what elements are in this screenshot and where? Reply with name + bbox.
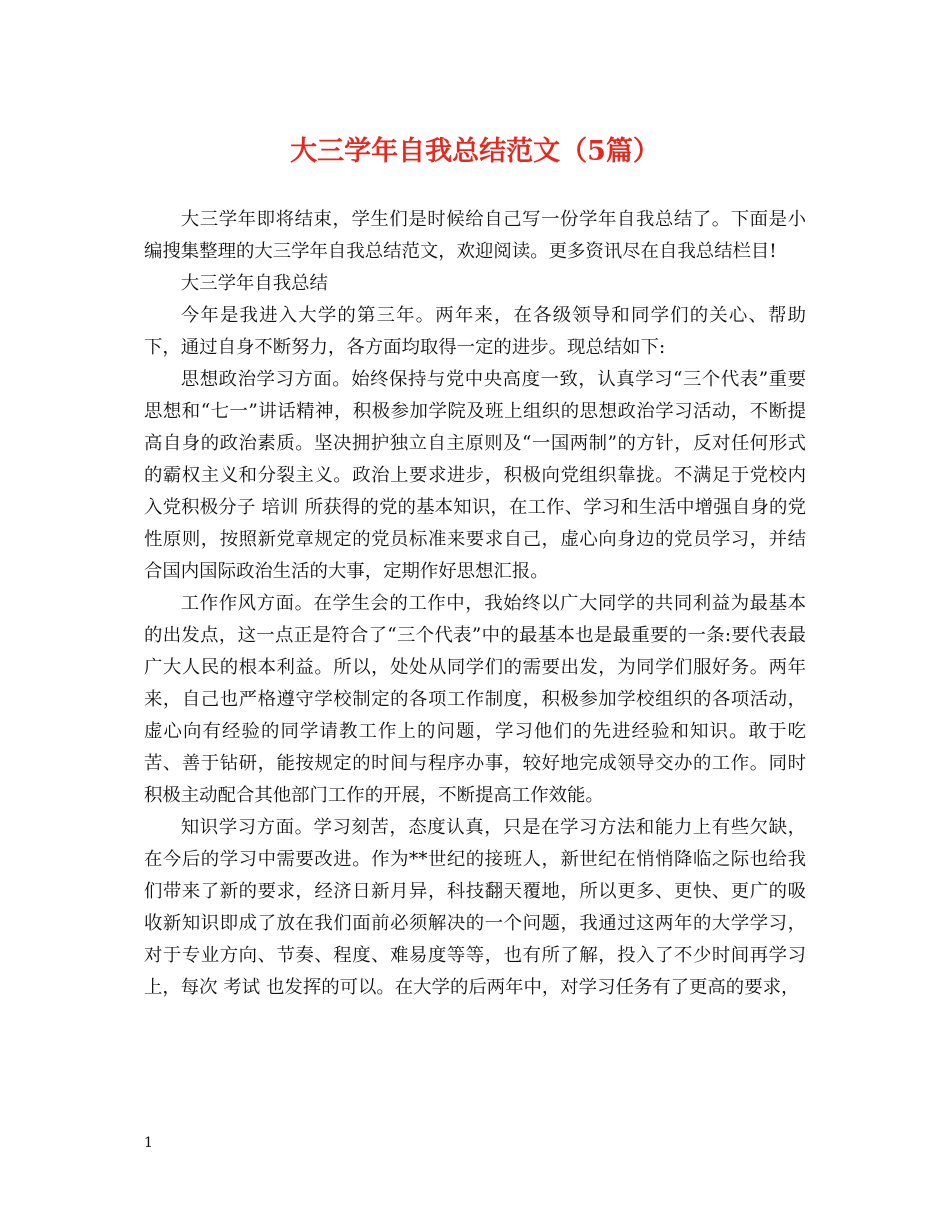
document-body [144, 204, 806, 1004]
paragraph-subheading: 大三学年自我总结 [180, 273, 328, 294]
page-number: 1 [144, 1135, 153, 1151]
paragraph-knowledge-study: 知识学习方面。学习刻苦，态度认真，只是在学习方法和能力上有些欠缺，在今后的学习中需要改进。作为**世纪的接班人，新世纪在悄悄降临之际也给我们带来了新的要求，经济日新月异，科技翻天覆地，所以更多、更快、更广的吸收新知识即成了放在我们面前必须解决的一个问题，我通过这两年的大学学习，对于专业方向、节奏、程度、难易度等等，也有所了解，投入了不少时间再学习上，每次 考试 也发挥的可以。在大学的后两年中，对学习任务有了更高的要求， [144, 817, 806, 998]
paragraph-overview: 今年是我进入大学的第三年。两年来，在各级领导和同学们的关心、帮助下，通过自身不断努力，各方面均取得一定的进步。现总结如下: [144, 305, 806, 358]
paragraph-political-study: 思想政治学习方面。始终保持与党中央高度一致，认真学习“三个代表”重要思想和“七一”讲话精神，积极参加学院及班上组织的思想政治学习活动，不断提高自身的政治素质。坚决拥护独立自主原则及“一国两制”的方针，反对任何形式的霸权主义和分裂主义。政治上要求进步，积极向党组织靠拢。不满足于党校内入党积极分子 培训 所获得的党的基本知识，在工作、学习和生活中增强自身的党性原则，按照新党章规定的党员标准来要求自己，虚心向身边的党员学习，并结合国内国际政治生活的大事，定期作好思想汇报。 [144, 369, 806, 582]
paragraph-intro: 大三学年即将结束，学生们是时候给自己写一份学年自我总结了。下面是小编搜集整理的大三学年自我总结范文，欢迎阅读。更多资讯尽在自我总结栏目! [144, 209, 806, 262]
paragraph-work-style: 工作作风方面。在学生会的工作中，我始终以广大同学的共同利益为最基本的出发点，这一点正是符合了“三个代表”中的最基本也是最重要的一条:要代表最广大人民的根本利益。所以，处处从同学们的需要出发，为同学们服好务。两年来，自己也严格遵守学校制定的各项工作制度，积极参加学校组织的各项活动，虚心向有经验的同学请教工作上的问题，学习他们的先进经验和知识。敢于吃苦、善于钻研，能按规定的时间与程序办事，较好地完成领导交办的工作。同时积极主动配合其他部门工作的开展，不断提高工作效能。 [144, 593, 806, 806]
document-title: 大三学年自我总结范文（5篇） [290, 136, 660, 167]
